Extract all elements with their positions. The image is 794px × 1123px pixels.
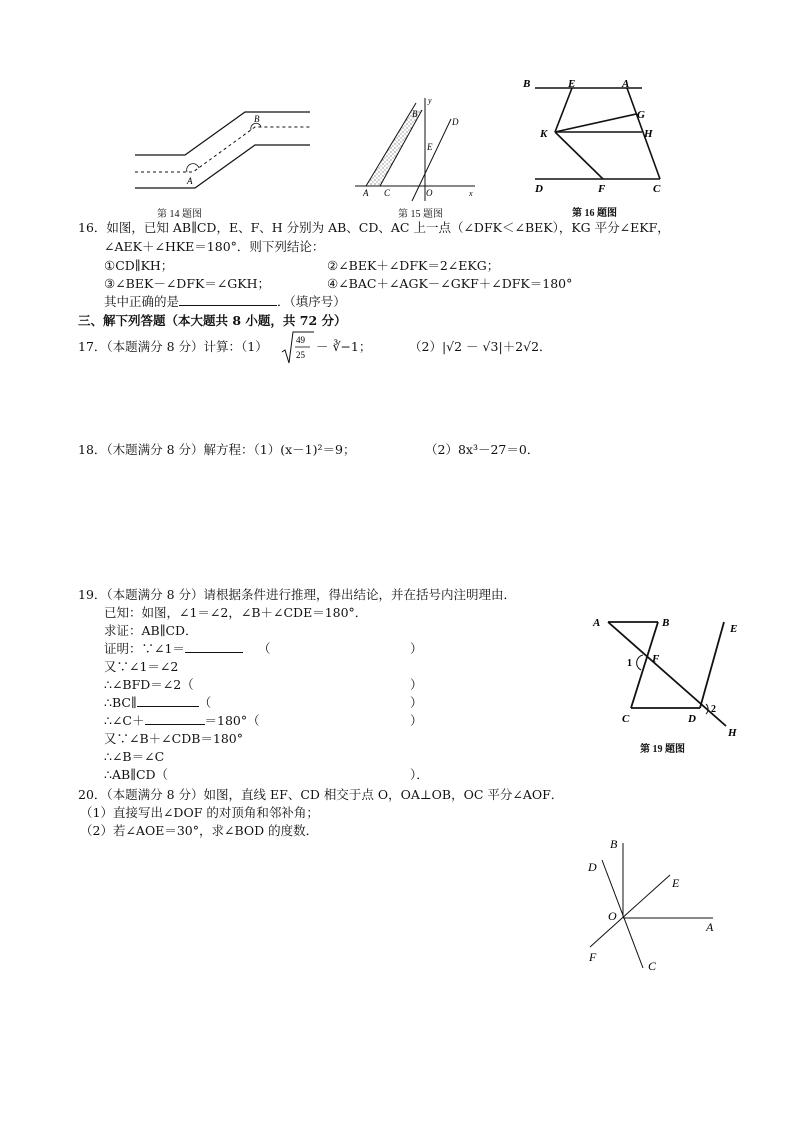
q19-step5-close: ） bbox=[410, 713, 423, 728]
line-ab bbox=[366, 103, 416, 186]
q19-step4-open: （ bbox=[198, 695, 212, 710]
fig19-label-f: F bbox=[652, 653, 660, 665]
line-kf bbox=[555, 132, 603, 179]
q19-step5 bbox=[104, 712, 260, 730]
road-upper-edge bbox=[135, 112, 310, 155]
q19-step8: ∴AB∥CD（ bbox=[104, 767, 169, 782]
fig15-label-y: y bbox=[428, 96, 432, 105]
q19-step3: ∴∠BFD＝∠2（ bbox=[104, 677, 194, 692]
q17-prefix: 17．（本题满分 8 分）计算：（1） bbox=[78, 339, 268, 354]
fig20-label-b: B bbox=[610, 837, 618, 851]
q19-step1-blank[interactable] bbox=[185, 640, 243, 653]
q19-step8-close: ）． bbox=[410, 767, 429, 782]
fig19-label-e: E bbox=[730, 623, 738, 635]
fig15-label-a: A bbox=[363, 188, 369, 198]
line-bc bbox=[631, 622, 658, 708]
fig14-label-b: B bbox=[254, 114, 260, 124]
section-heading: 三、解下列答题（本大题共 8 小题，共 72 分） bbox=[78, 313, 347, 328]
q16-line2: ∠AEK＋∠HKE＝180°．则下列结论： bbox=[104, 239, 325, 254]
angle-arc-a bbox=[187, 164, 199, 172]
fig20-label-f: F bbox=[589, 950, 597, 964]
q16-option2: ②∠BEK＋∠DFK＝2∠EKG； bbox=[327, 258, 500, 273]
figure-15 bbox=[350, 95, 480, 205]
q16-option1: ①CD∥KH； bbox=[104, 258, 174, 273]
q19-step1-close: ） bbox=[410, 641, 423, 656]
fig19-label-1: 1 bbox=[627, 658, 632, 669]
q20-line1: 20．（本题满分 8 分）如图，直线 EF、CD 相交于点 O，OA⊥OB，OC 平分∠AOF． bbox=[78, 787, 564, 802]
fig16-label-f: F bbox=[598, 183, 606, 195]
fig14-caption: 第 14 题图 bbox=[157, 209, 202, 220]
fig19-label-c: C bbox=[622, 713, 630, 725]
fig20-label-c: C bbox=[648, 959, 657, 973]
fig20-label-d: D bbox=[588, 860, 597, 874]
fig16-label-g: G bbox=[637, 109, 645, 121]
q19-given: 已知：如图，∠1＝∠2，∠B＋∠CDE＝180°． bbox=[104, 605, 368, 620]
fig16-label-h: H bbox=[644, 128, 653, 140]
q19-step5-post: ＝180°（ bbox=[204, 713, 260, 728]
fig19-label-b: B bbox=[662, 617, 670, 629]
fig15-label-b: B bbox=[412, 109, 418, 119]
q16-answer-prefix: 其中正确的是 bbox=[104, 294, 180, 309]
line-ek bbox=[555, 88, 572, 132]
fig20-label-e: E bbox=[672, 876, 680, 890]
fig19-label-d: D bbox=[688, 713, 696, 725]
fig15-label-e: E bbox=[427, 142, 433, 152]
q19-step4-text: ∴BC∥ bbox=[104, 695, 137, 710]
fig15-label-d: D bbox=[452, 117, 459, 127]
q19-step4-blank[interactable] bbox=[137, 694, 199, 707]
road-center-dashed bbox=[135, 127, 310, 172]
fig16-label-b: B bbox=[523, 78, 531, 90]
fig16-label-a: A bbox=[622, 78, 630, 90]
shaded-band bbox=[366, 110, 422, 186]
fig15-label-c: C bbox=[384, 188, 391, 198]
line-kg bbox=[555, 114, 636, 132]
q19-step6: 又∵∠B＋∠CDB＝180° bbox=[104, 731, 244, 746]
q17-sqrt-fraction bbox=[281, 330, 315, 366]
fig20-label-o: O bbox=[608, 909, 617, 923]
q19-line1: 19．（本题满分 8 分）请根据条件进行推理，得出结论，并在括号内注明理由． bbox=[78, 587, 517, 602]
figure-16 bbox=[520, 76, 680, 198]
q19-step7: ∴∠B＝∠C bbox=[104, 749, 165, 764]
fig16-label-e: E bbox=[568, 78, 576, 90]
q16-answer-line bbox=[104, 293, 346, 311]
line-de bbox=[700, 622, 724, 708]
q16-option3: ③∠BEK－∠DFK＝∠GKH； bbox=[104, 276, 271, 291]
q18-part2: （2）8x³－27＝0． bbox=[425, 442, 540, 457]
fig19-label-2: 2 bbox=[711, 704, 716, 715]
fig16-label-k: K bbox=[540, 128, 548, 140]
fig15-label-x: x bbox=[469, 189, 473, 198]
q17-part2: （2）|√2 － √3|＋2√2． bbox=[409, 339, 552, 354]
fig15-caption: 第 15 题图 bbox=[398, 209, 443, 220]
sqrt-denominator: 25 bbox=[296, 350, 305, 360]
q16-answer-suffix: ．（填序号） bbox=[277, 294, 346, 309]
q19-step5-blank[interactable] bbox=[145, 712, 205, 725]
sqrt-numerator: 49 bbox=[296, 335, 305, 345]
fig19-caption: 第 19 题图 bbox=[640, 744, 685, 755]
fig19-label-a: A bbox=[593, 617, 601, 629]
q16-line1: 16．如图，已知 AB∥CD，E、F、H 分别为 AB、CD、AC 上一点（∠DFK＜∠BEK），KG 平分∠EKF， bbox=[78, 220, 670, 235]
q20-line2: （1）直接写出∠DOF 的对顶角和邻补角； bbox=[80, 805, 319, 820]
line-ef bbox=[590, 875, 670, 947]
q20-line3: （2）若∠AOE＝30°，求∠BOD 的度数． bbox=[80, 823, 319, 838]
q19-step1-open: （ bbox=[258, 641, 271, 656]
q19-step1 bbox=[104, 640, 243, 658]
figure-19 bbox=[588, 610, 748, 738]
fig16-caption: 第 16 题图 bbox=[572, 208, 617, 219]
q16-answer-blank[interactable] bbox=[179, 293, 277, 306]
q19-step4-close: ） bbox=[410, 695, 423, 710]
figure-14 bbox=[135, 100, 310, 195]
q19-step1-text: 证明：∵∠1＝ bbox=[104, 641, 185, 656]
q19-step4 bbox=[104, 694, 211, 712]
fig16-label-d: D bbox=[535, 183, 543, 195]
angle-1-arc bbox=[637, 655, 643, 670]
fig19-label-h: H bbox=[728, 727, 737, 738]
q19-prove: 求证：AB∥CD． bbox=[104, 623, 198, 638]
q16-option4: ④∠BAC＋∠AGK－∠GKF＋∠DFK＝180° bbox=[327, 276, 573, 291]
q19-step5-pre: ∴∠C＋ bbox=[104, 713, 145, 728]
figure-20 bbox=[580, 835, 720, 975]
q19-step3-close: ） bbox=[410, 677, 423, 692]
line-cb bbox=[380, 110, 422, 186]
fig20-label-a: A bbox=[706, 920, 714, 934]
q17-cube-part: － ∛−1； bbox=[316, 339, 372, 354]
fig16-label-c: C bbox=[653, 183, 661, 195]
q18-text: 18．（木题满分 8 分）解方程：（1）(x－1)²＝9； bbox=[78, 442, 356, 457]
q19-step2: 又∵∠1＝∠2 bbox=[104, 659, 179, 674]
road-lower-edge bbox=[135, 145, 310, 188]
fig14-label-a: A bbox=[187, 176, 193, 186]
fig15-label-o: O bbox=[426, 188, 433, 198]
